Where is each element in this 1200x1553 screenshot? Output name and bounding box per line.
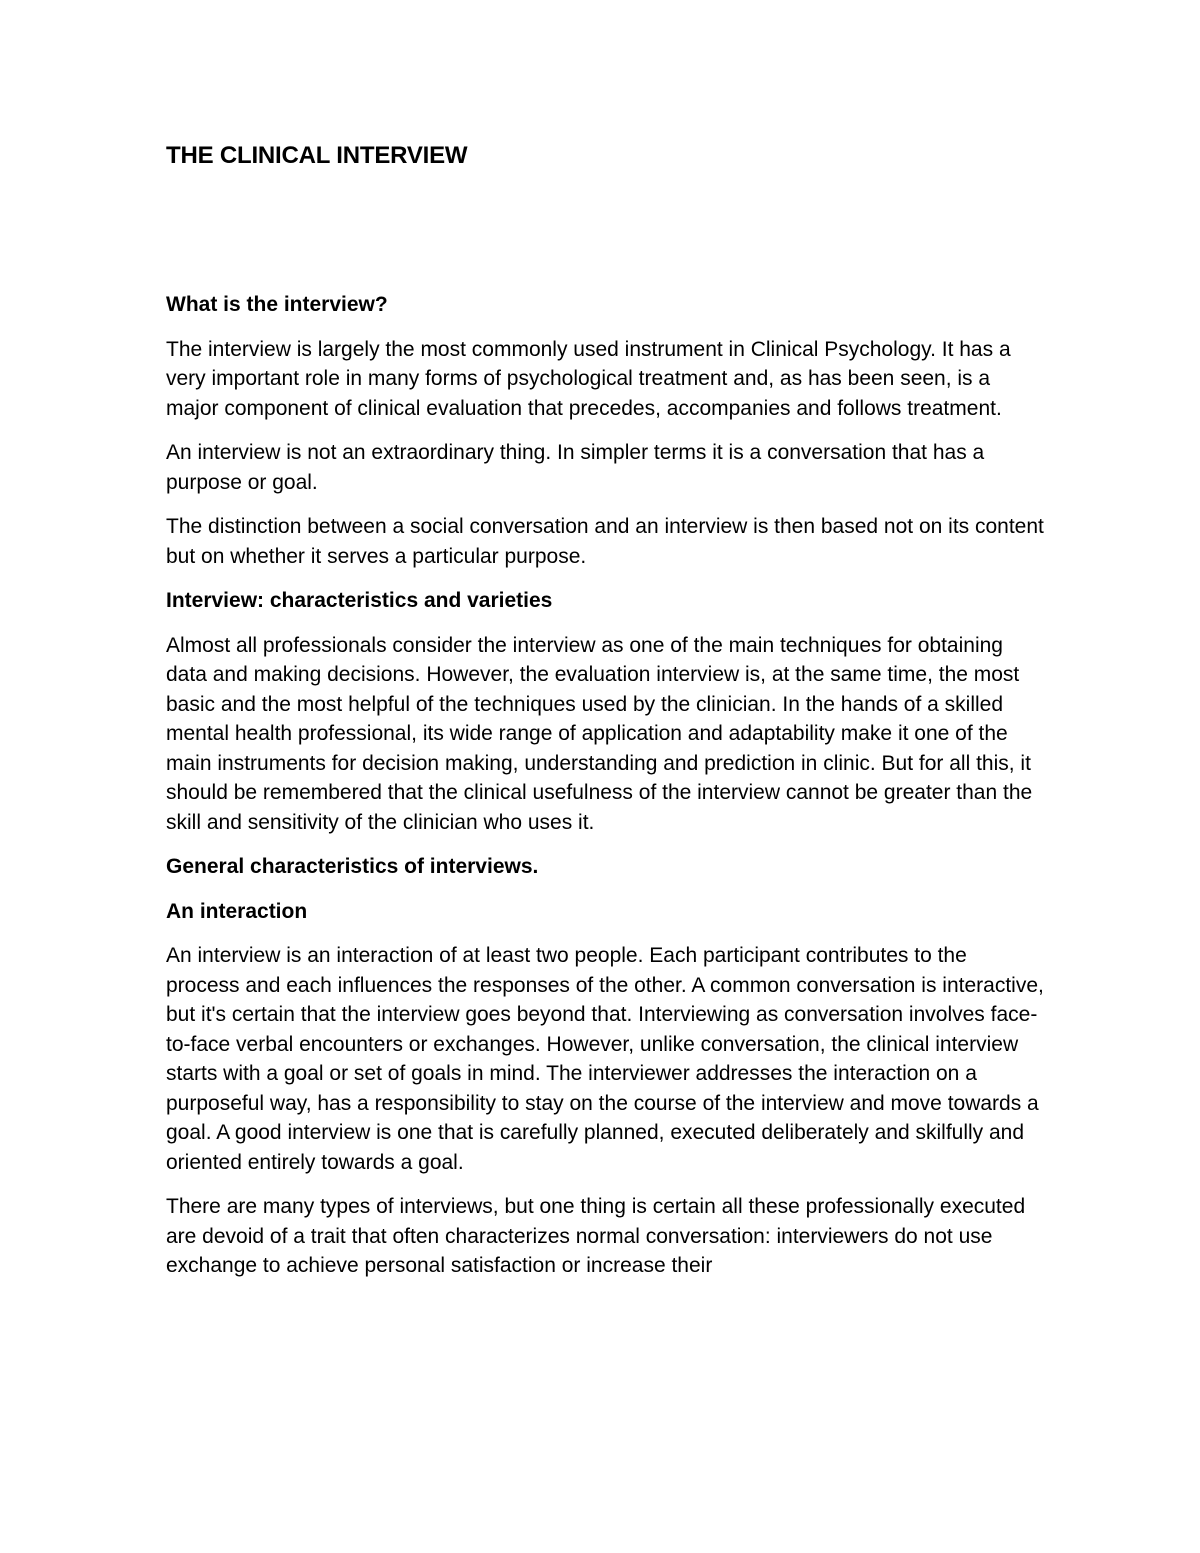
section-heading-general-characteristics: General characteristics of interviews. — [166, 855, 539, 878]
paragraph: Almost all professionals consider the interview as one of the main techniques for obtaining data and making decisions. However, the evaluation interview is, at the same time, the most basic and the most helpful of the techniques used by the clinician. In the hands of a skilled mental health professional, its wide range of application and adaptability make it one of the main instruments for decision making, understanding and prediction in clinic. But for all this, it should be remembered that the clinical usefulness of the interview cannot be greater than the skill and sensitivity of the clinician who uses it. — [166, 633, 1033, 834]
paragraph: There are many types of interviews, but one thing is certain all these professionally executed are devoid of a trait that often characterizes normal conversation: interviewers do not use exchange to achieve personal satisfaction or increase their — [166, 1195, 1026, 1277]
paragraph: The interview is largely the most commonly used instrument in Clinical Psychology. It has a very important role in many forms of psychological treatment and, as has been seen, is a major component of clinical evaluation that precedes, accompanies and follows treatment. — [166, 337, 1011, 420]
section-heading-what-is-interview: What is the interview? — [166, 293, 388, 316]
section-heading-characteristics-varieties: Interview: characteristics and varieties — [166, 589, 553, 612]
paragraph: The distinction between a social conversation and an interview is then based not on its content but on whether it serves a particular purpose. — [166, 515, 1044, 568]
document-page — [166, 140, 1046, 1296]
paragraph: An interview is not an extraordinary thing. In simpler terms it is a conversation that has a purpose or goal. — [166, 441, 985, 494]
document-title: THE CLINICAL INTERVIEW — [166, 142, 468, 169]
paragraph: An interview is an interaction of at least two people. Each participant contributes to the process and each influences the responses of the other. A common conversation is interactive, but it's certain that the interview goes beyond that. Interviewing as conversation involves face-to-face verbal encounters or exchanges. However, unlike conversation, the clinical interview starts with a goal or set of goals in mind. The interviewer addresses the interaction on a purposeful way, has a responsibility to stay on the course of the interview and move towards a goal. A good interview is one that is carefully planned, executed deliberately and skilfully and oriented entirely towards a goal. — [166, 944, 1044, 1174]
section-heading-an-interaction: An interaction — [166, 899, 308, 923]
